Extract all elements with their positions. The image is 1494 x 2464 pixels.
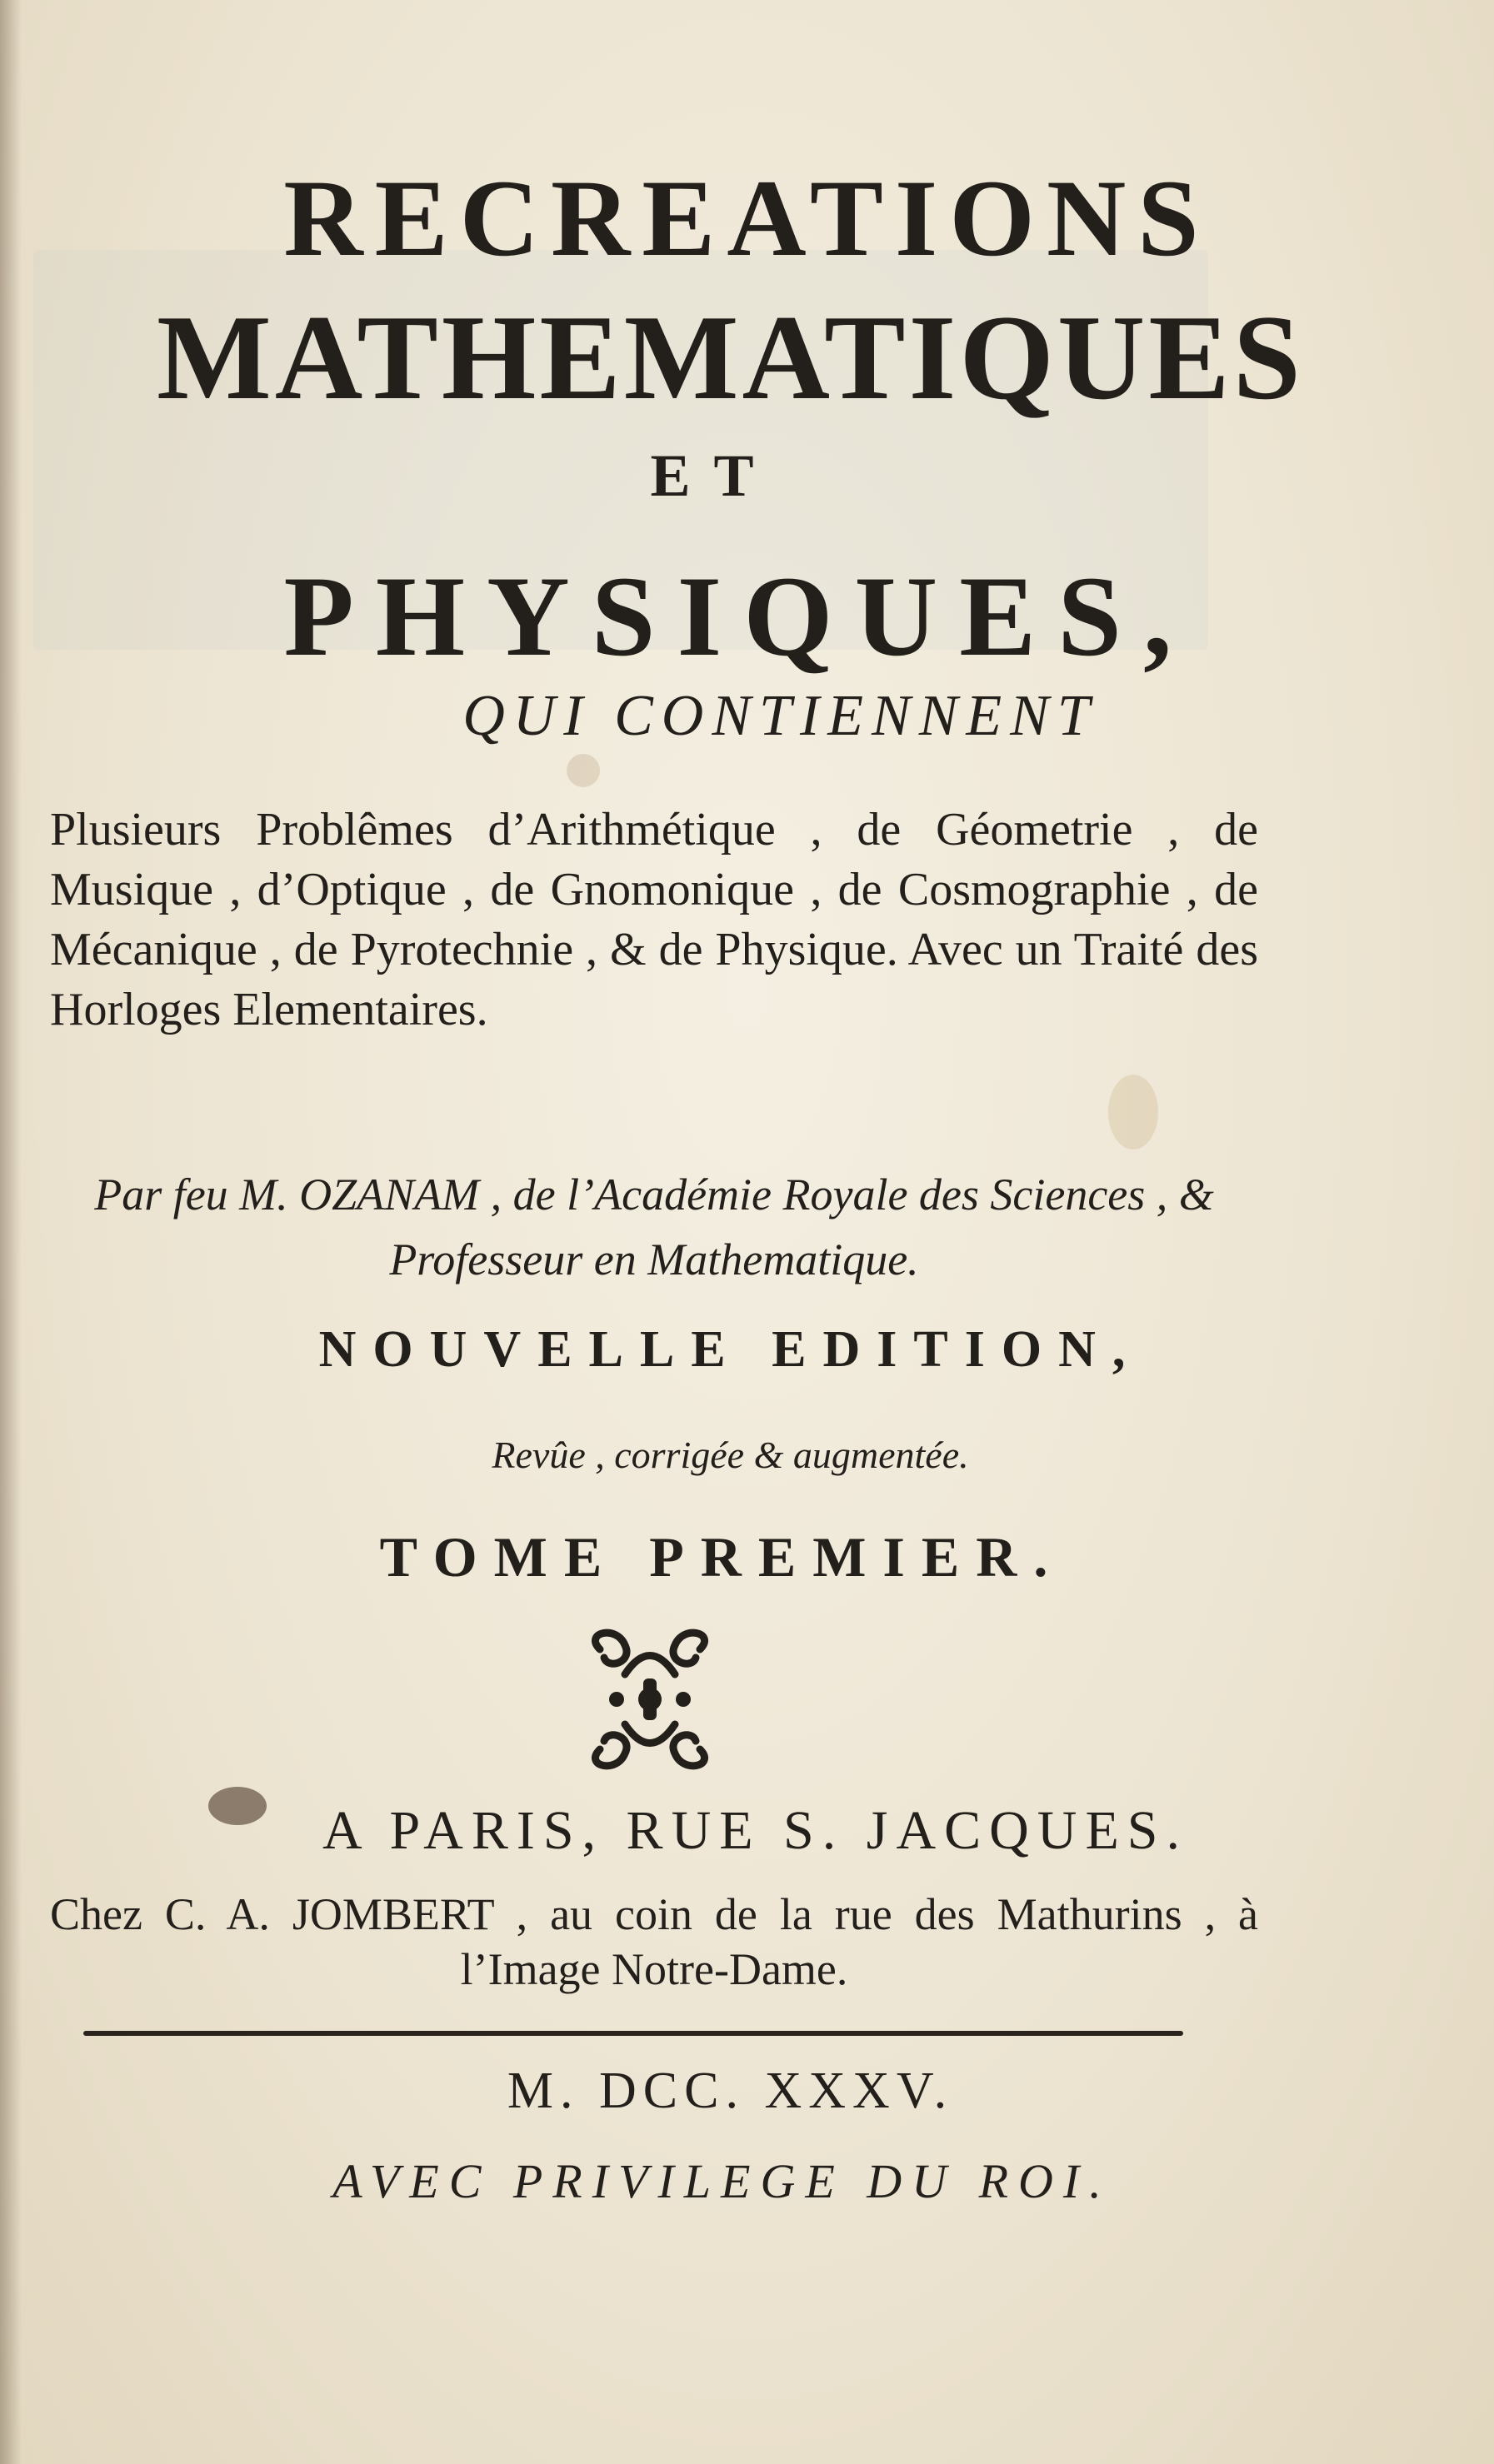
subtitle: QUI CONTIENNENT [462, 684, 1098, 748]
volume-line: TOME PREMIER. [379, 1525, 1065, 1589]
foxing-stain [567, 754, 600, 787]
foxing-stain [1108, 1075, 1158, 1150]
royal-privilege: AVEC PRIVILEGE DU ROI. [332, 2154, 1112, 2208]
revision-line: Revûe , corrigée & augmentée. [492, 1434, 969, 1476]
imprint-city: A PARIS, RUE S. JACQUES. [322, 1800, 1188, 1861]
description-paragraph: Plusieurs Problêmes d’Arithmétique , de Géometrie , de Musique , d’Optique , de Gnomonique , de Cosmographie , de Mécanique , de Pyrotechnie , & de Physique. Avec un Traité des Horloges Elementaires. [50, 804, 1258, 1035]
title-line-recreations: RECREATIONS [283, 157, 1211, 279]
printers-ornament-icon [567, 1616, 733, 1783]
publication-date: M. DCC. XXXV. [507, 2062, 954, 2119]
edition-line: NOUVELLE EDITION, [318, 1321, 1142, 1378]
title-line-physiques: PHYSIQUES, [283, 552, 1194, 680]
title-line-mathematiques: MATHEMATIQUES [157, 290, 1304, 425]
author-line: Par feu M. OZANAM , de l’Académie Royale des Sciences , & Professeur en Mathematique. [94, 1170, 1214, 1284]
title-line-et: ET [650, 442, 777, 509]
imprint-publisher: Chez C. A. JOMBERT , au coin de la rue des Mathurins , à l’Image Notre-Dame. [50, 1889, 1258, 1994]
horizontal-rule [83, 2031, 1183, 2036]
